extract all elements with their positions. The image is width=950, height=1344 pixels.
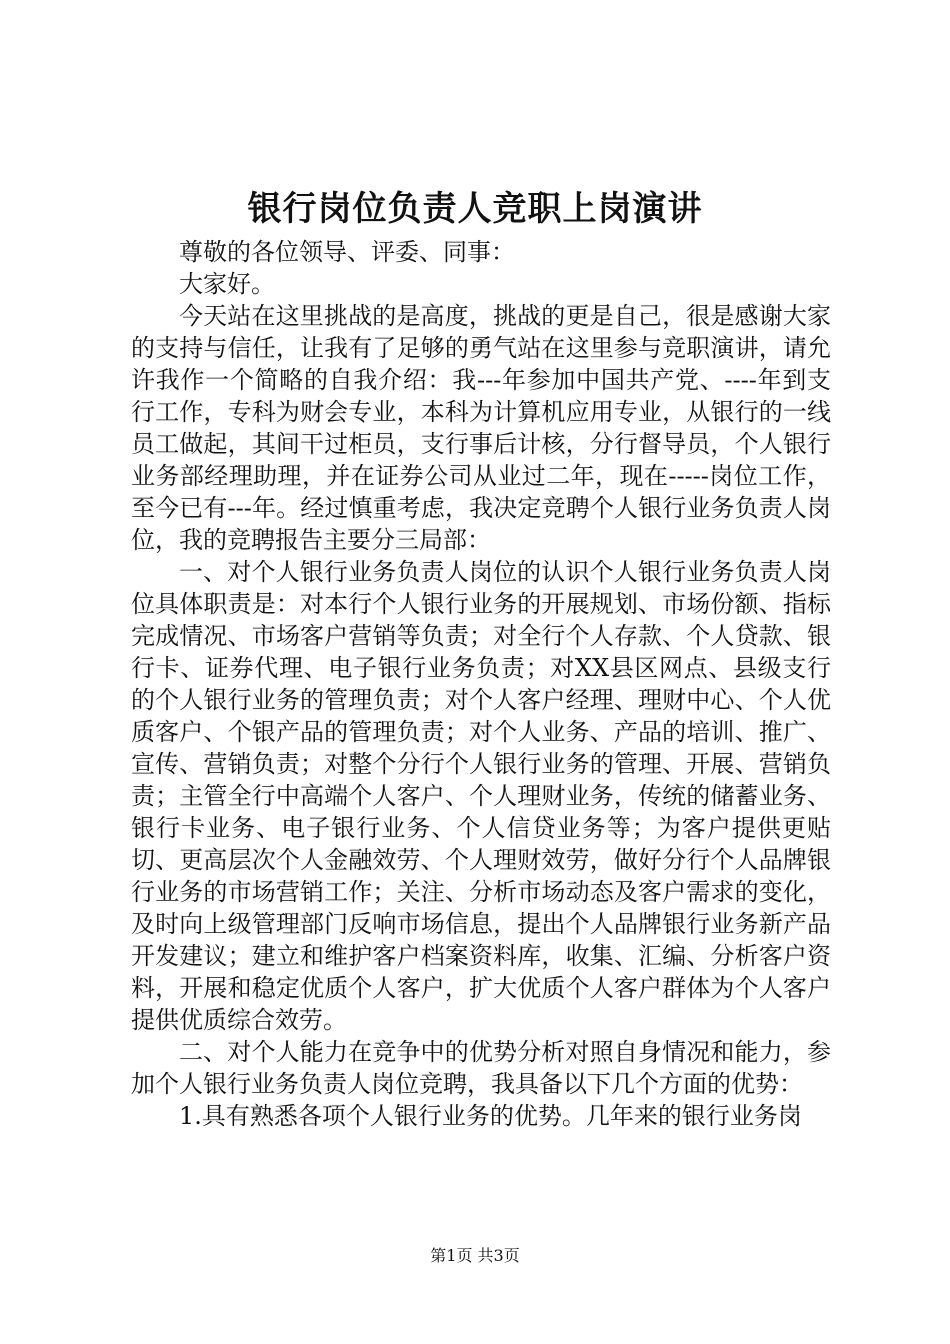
paragraph-section-one: 一、对个人银行业务负责人岗位的认识个人银行业务负责人岗位具体职责是：对本行个人银行业务的开展规划、市场份额、指标完成情况、市场客户营销等负责；对全行个人存款、个人贷款、银行卡、证券代理、电子银行业务负责；对XX县区网点、县级支行的个人银行业务的管理负责；对个人客户经理、理财中心、个人优质客户、个银产品的管理负责；对个人业务、产品的培训、推广、宣传、营销负责；对整个分行个人银行业务的管理、开展、营销负责；主管全行中高端个人客户、个人理财业务，传统的储蓄业务、银行卡业务、电子银行业务、个人信贷业务等；为客户提供更贴切、更高层次个人金融效劳、个人理财效劳，做好分行个人品牌银行业务的市场营销工作；关注、分析市场动态及客户需求的变化，及时向上级管理部门反响市场信息，提出个人品牌银行业务新产品开发建议；建立和维护客户档案资料库，收集、汇编、分析客户资料，开展和稳定优质个人客户，扩大优质个人客户群体为个人客户提供优质综合效劳。 — [131, 558, 831, 1034]
paragraph-point-one: 1.具有熟悉各项个人银行业务的优势。几年来的银行业务岗 — [179, 1102, 802, 1130]
paragraph-greeting: 大家好。 — [179, 270, 275, 298]
document-body — [131, 236, 831, 1132]
document-title: 银行岗位负责人竞职上岗演讲 — [247, 189, 703, 229]
page-number-footer: 第1页 共3页 — [430, 1246, 520, 1265]
paragraph-salutation: 尊敬的各位领导、评委、同事： — [179, 238, 515, 266]
paragraph-introduction: 今天站在这里挑战的是高度，挑战的更是自己，很是感谢大家的支持与信任，让我有了足够的勇气站在这里参与竞职演讲，请允许我作一个简略的自我介绍：我---年参加中国共产党、----年到支行工作，专科为财会专业，本科为计算机应用专业，从银行的一线员工做起，其间干过柜员，支行事后计核，分行督导员，个人银行业务部经理助理，并在证券公司从业过二年，现在-----岗位工作，至今已有---年。经过慎重考虑，我决定竞聘个人银行业务负责人岗位，我的竞聘报告主要分三局部： — [131, 302, 831, 554]
paragraph-section-two: 二、对个人能力在竞争中的优势分析对照自身情况和能力，参加个人银行业务负责人岗位竞聘，我具备以下几个方面的优势： — [131, 1038, 831, 1098]
